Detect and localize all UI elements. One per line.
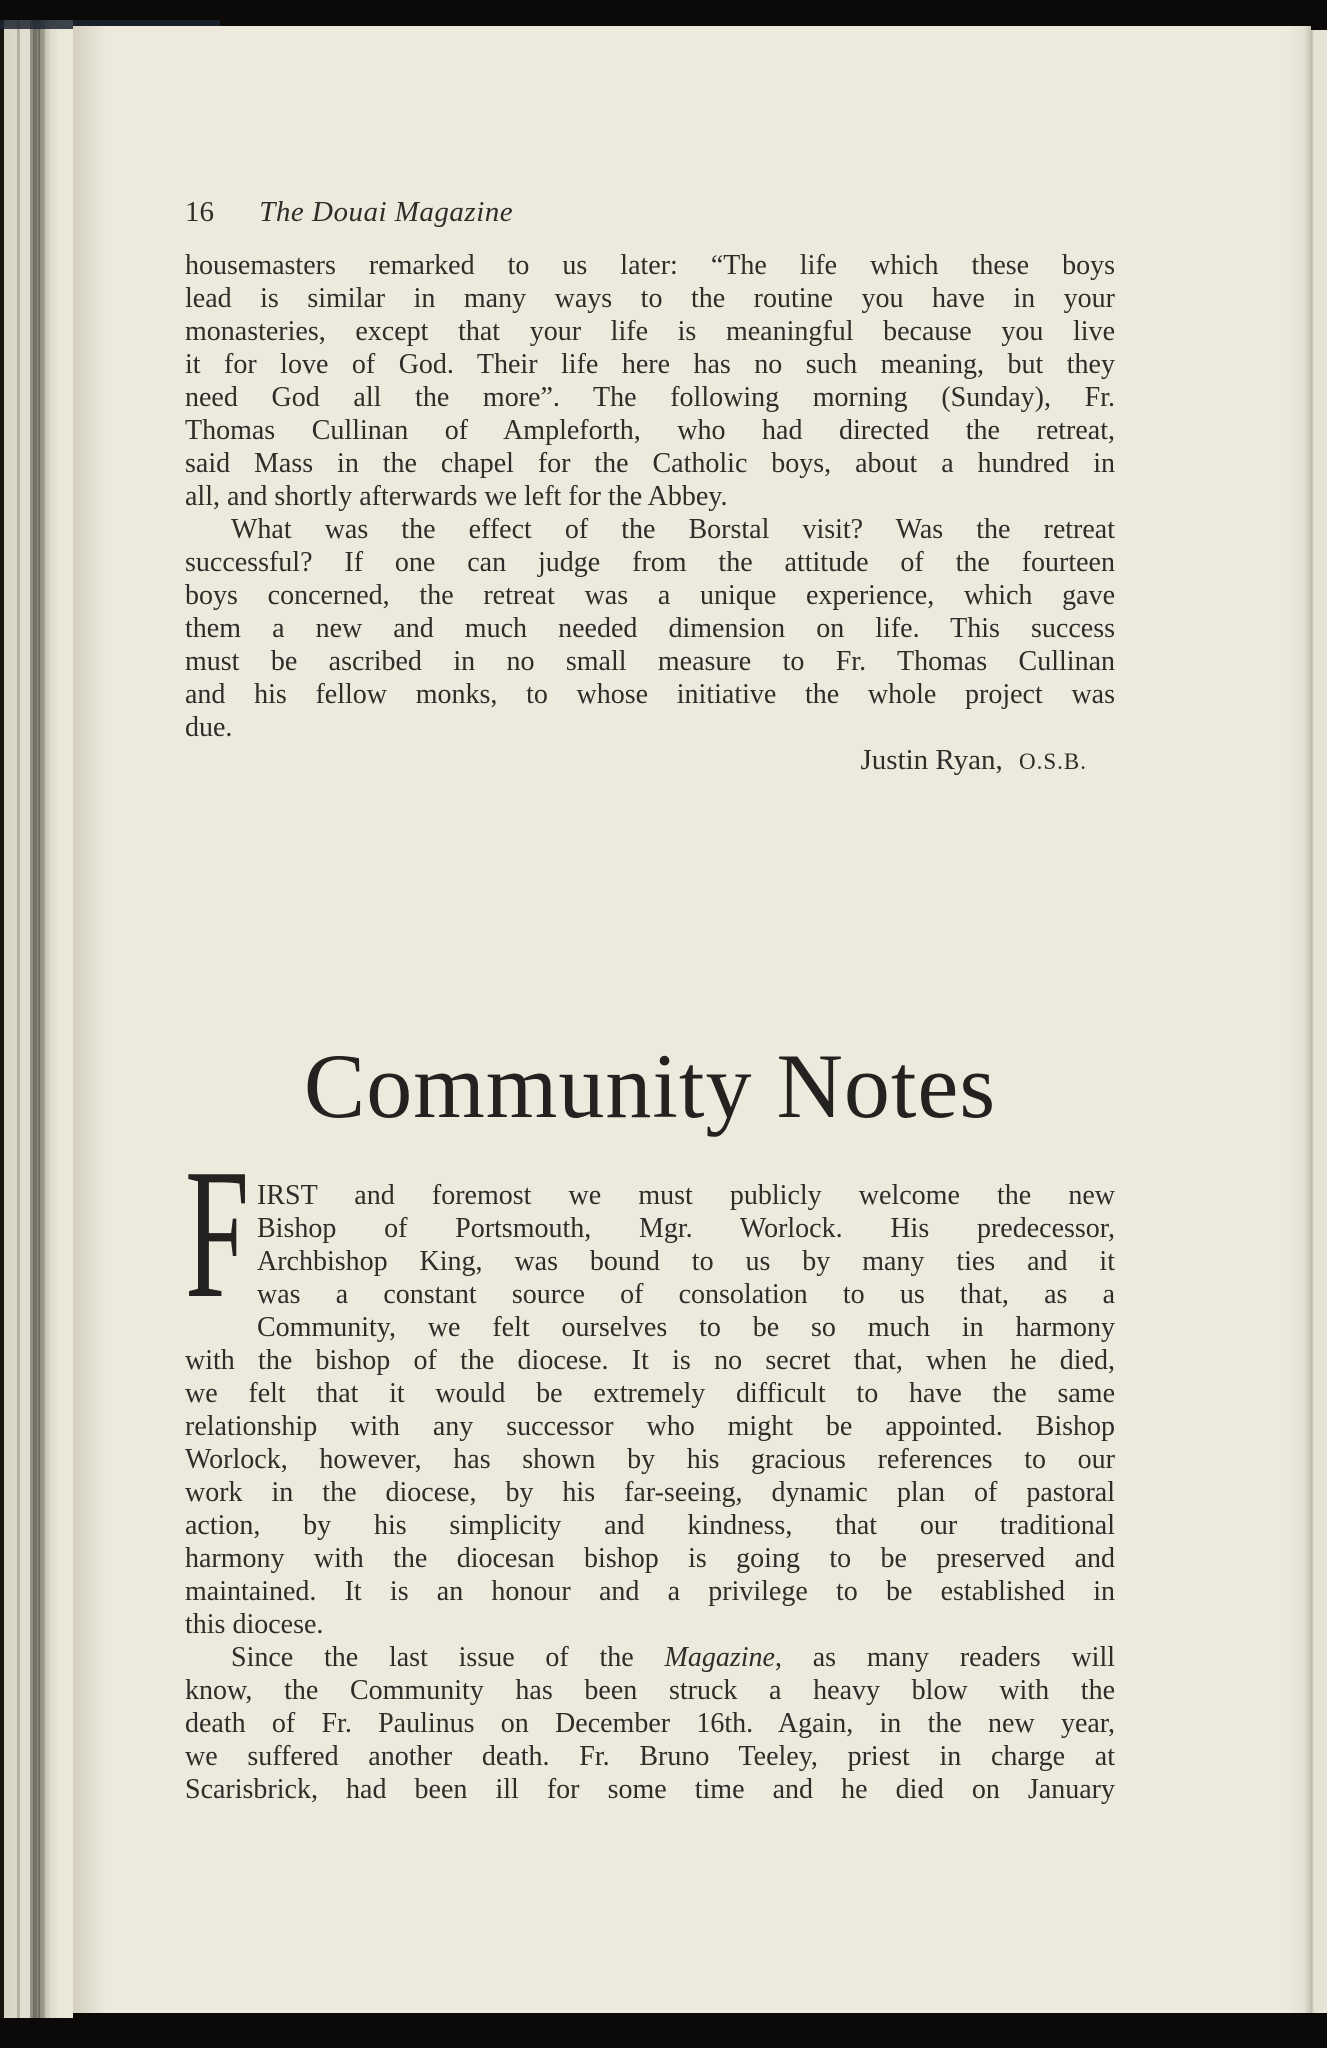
- text-line: know, the Community has been struck a heavy blow with the: [185, 1675, 1115, 1706]
- text-line: boys concerned, the retreat was a unique experience, which gave: [185, 580, 1115, 611]
- text-line: harmony with the diocesan bishop is going to be preserved and: [185, 1543, 1115, 1574]
- text-line: maintained. It is an honour and a privilege to be established in: [185, 1576, 1115, 1607]
- text-line: Archbishop King, was bound to us by many ties and it: [257, 1246, 1115, 1277]
- text-line: successful? If one can judge from the attitude of the fourteen: [185, 547, 1115, 578]
- running-header: [185, 196, 1115, 229]
- text-line: we suffered another death. Fr. Bruno Teeley, priest in charge at: [185, 1741, 1115, 1772]
- text-line: this diocese.: [185, 1609, 324, 1640]
- text-line: Bishop of Portsmouth, Mgr. Worlock. His predecessor,: [257, 1213, 1115, 1244]
- text-line: must be ascribed in no small measure to Fr. Thomas Cullinan: [185, 646, 1115, 677]
- magazine-page: [73, 26, 1311, 2013]
- byline-author: Justin Ryan,: [860, 744, 1003, 776]
- section-paragraphs: [185, 1179, 1115, 1806]
- text-line: action, by his simplicity and kindness, that our traditional: [185, 1510, 1115, 1541]
- section-heading: Community Notes: [303, 1035, 997, 1137]
- text-line: Since the last issue of the Magazine, as many readers will: [231, 1642, 1115, 1673]
- article-conclusion-text: [185, 249, 1115, 744]
- drop-cap-glyph: F: [185, 1131, 250, 1337]
- text-line: due.: [185, 712, 233, 743]
- text-line: with the bishop of the diocese. It is no secret that, when he died,: [185, 1345, 1115, 1376]
- text-line: was a constant source of consolation to us that, as a: [257, 1279, 1115, 1310]
- book-gutter-page-edges: [0, 20, 73, 2018]
- text-line: it for love of God. Their life here has no such meaning, but they: [185, 349, 1115, 380]
- byline-postnominals: O.S.B.: [1019, 749, 1087, 774]
- text-line: need God all the more”. The following morning (Sunday), Fr.: [185, 382, 1115, 413]
- text-line: all, and shortly afterwards we left for the Abbey.: [185, 481, 728, 512]
- text-line: Worlock, however, has shown by his gracious references to our: [185, 1444, 1115, 1475]
- text-line: lead is similar in many ways to the routine you have in your: [185, 283, 1115, 314]
- text-line: monasteries, except that your life is meaningful because you live: [185, 316, 1115, 347]
- section-body: [185, 1131, 1115, 1806]
- text-line: IRST and foremost we must publicly welcome the new: [257, 1180, 1115, 1211]
- text-line: Community, we felt ourselves to be so much in harmony: [257, 1312, 1115, 1343]
- text-line: relationship with any successor who might be appointed. Bishop: [185, 1411, 1115, 1442]
- text-line: death of Fr. Paulinus on December 16th. Again, in the new year,: [185, 1708, 1115, 1739]
- text-line: Scarisbrick, had been ill for some time and he died on January: [185, 1774, 1115, 1805]
- drop-cap-letter: [185, 1131, 257, 1344]
- text-line: them a new and much needed dimension on life. This success: [185, 613, 1115, 644]
- text-line: and his fellow monks, to whose initiative the whole project was: [185, 679, 1115, 710]
- facing-page-edge: [1311, 30, 1327, 2013]
- byline: [185, 744, 1115, 778]
- page-number: 16: [185, 196, 214, 228]
- text-line: housemasters remarked to us later: “The life which these boys: [185, 250, 1115, 281]
- magazine-title: The Douai Magazine: [259, 196, 514, 228]
- text-line: said Mass in the chapel for the Catholic boys, about a hundred in: [185, 448, 1115, 479]
- text-line: What was the effect of the Borstal visit? Was the retreat: [231, 514, 1115, 545]
- text-line: Thomas Cullinan of Ampleforth, who had directed the retreat,: [185, 415, 1115, 446]
- text-line: work in the diocese, by his far-seeing, dynamic plan of pastoral: [185, 1477, 1115, 1508]
- text-line: we felt that it would be extremely difficult to have the same: [185, 1378, 1115, 1409]
